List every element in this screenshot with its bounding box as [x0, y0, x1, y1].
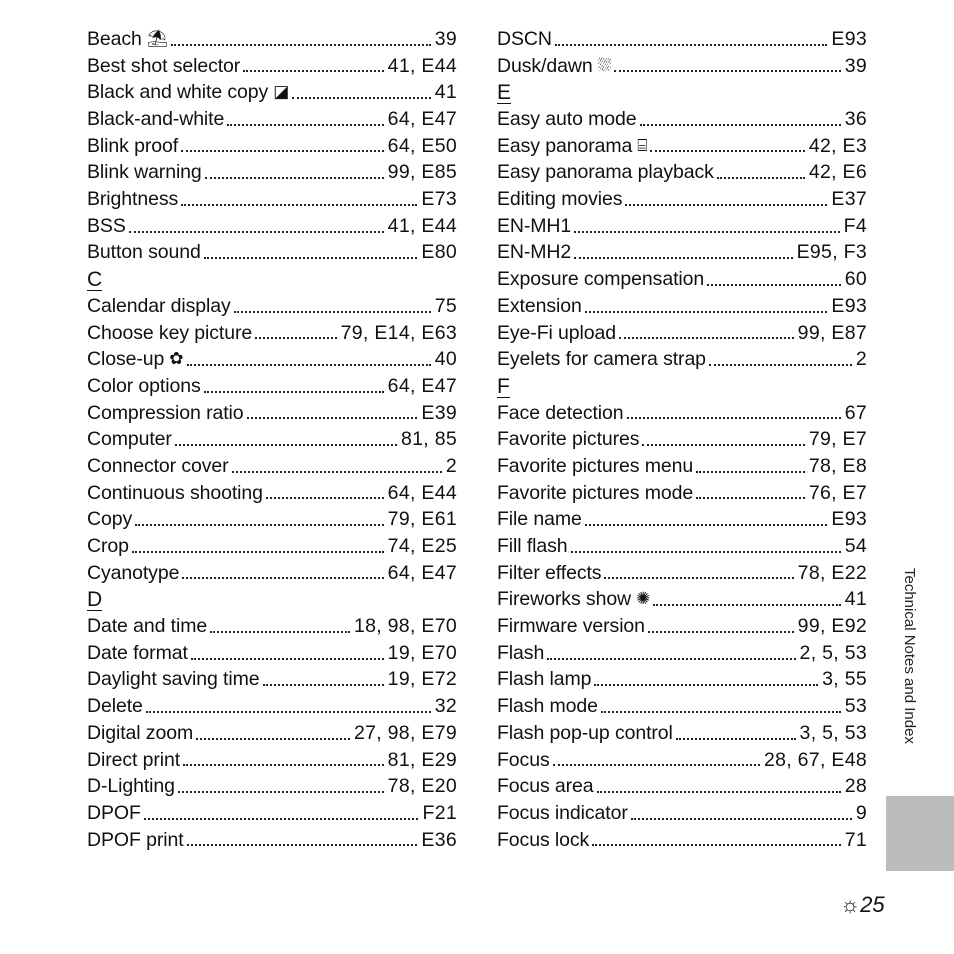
letter-heading: [497, 79, 867, 106]
index-term: DPOF: [87, 801, 141, 824]
index-entry: [87, 320, 457, 347]
page-references: 2: [445, 454, 457, 477]
index-entry: [87, 827, 457, 854]
page-references: 64, E47: [387, 108, 457, 131]
index-entry: [497, 26, 867, 53]
page-references: 60: [844, 268, 867, 291]
page-references: E39: [421, 401, 457, 424]
index-column-left: [87, 26, 457, 853]
dot-leader: [592, 844, 841, 846]
index-term: Computer: [87, 428, 172, 451]
page-references: 41, E44: [387, 54, 457, 77]
page-references: 79, E7: [808, 428, 867, 451]
dot-leader: [614, 70, 841, 72]
sun-icon: ☼: [840, 892, 861, 917]
dot-leader: [585, 311, 828, 313]
index-entry: [87, 106, 457, 133]
index-entry: [497, 640, 867, 667]
dot-leader: [175, 444, 397, 446]
dot-leader: [204, 257, 418, 259]
index-term: Filter effects: [497, 561, 602, 584]
dot-leader: [181, 204, 417, 206]
page-references: 99, E85: [387, 161, 457, 184]
index-entry: [87, 79, 457, 106]
index-term: Best shot selector: [87, 54, 241, 77]
dot-leader: [183, 764, 384, 766]
index-term: Extension: [497, 294, 582, 317]
page-references: 39: [434, 27, 457, 50]
dot-leader: [171, 44, 430, 46]
index-entry: [497, 266, 867, 293]
index-entry: [497, 693, 867, 720]
index-entry: [497, 800, 867, 827]
dot-leader: [234, 311, 431, 313]
dot-leader: [553, 764, 760, 766]
dot-leader: [619, 337, 794, 339]
index-term: EN-MH1: [497, 214, 572, 237]
index-entry: [497, 506, 867, 533]
beach-icon: ⛱: [146, 28, 169, 48]
index-term: EN-MH2: [497, 241, 572, 264]
index-entry: [497, 586, 867, 613]
page-references: 99, E92: [797, 615, 867, 638]
dot-leader: [205, 177, 384, 179]
letter-heading: [87, 266, 457, 293]
dot-leader: [594, 684, 818, 686]
page-references: 78, E20: [387, 775, 457, 798]
dot-leader: [187, 844, 418, 846]
page-references: E80: [421, 241, 457, 264]
bw-copy-icon: ◪: [273, 82, 290, 102]
index-term: Face detection: [497, 401, 624, 424]
index-entry: [497, 133, 867, 160]
page-number: ☼25: [840, 892, 885, 917]
index-term: Black and white copy: [87, 81, 269, 104]
index-entry: [87, 560, 457, 587]
index-entry: [497, 240, 867, 267]
index-term: Connector cover: [87, 454, 229, 477]
index-term: D-Lighting: [87, 775, 175, 798]
page-references: 54: [844, 535, 867, 558]
page-references: 28: [844, 775, 867, 798]
index-entry: [497, 426, 867, 453]
dot-leader: [627, 417, 841, 419]
page-references: E36: [421, 828, 457, 851]
index-term: Black-and-white: [87, 108, 225, 131]
page-references: 78, E8: [808, 454, 867, 477]
index-term: Button sound: [87, 241, 201, 264]
page-references: 27, 98, E79: [353, 721, 457, 744]
index-entry: [87, 346, 457, 373]
index-entry: [497, 533, 867, 560]
page-references: 79, E14, E63: [340, 321, 457, 344]
dot-leader: [210, 631, 350, 633]
letter-heading-text: E: [497, 81, 512, 105]
dot-leader: [571, 551, 841, 553]
dot-leader: [574, 257, 792, 259]
page-references: 76, E7: [808, 481, 867, 504]
index-entry: [497, 613, 867, 640]
index-entry: [87, 693, 457, 720]
dot-leader: [597, 791, 841, 793]
dot-leader: [574, 231, 839, 233]
index-term: Easy panorama playback: [497, 161, 714, 184]
page-references: 40: [434, 348, 457, 371]
index-entry: [497, 213, 867, 240]
index-term: Flash: [497, 641, 545, 664]
index-term: Dusk/dawn: [497, 54, 593, 77]
index-term: Fireworks show: [497, 588, 632, 611]
dot-leader: [717, 177, 805, 179]
index-term: Blink warning: [87, 161, 202, 184]
dot-leader: [247, 417, 418, 419]
index-term: Focus: [497, 748, 550, 771]
page-references: 19, E70: [387, 641, 457, 664]
index-entry: [87, 800, 457, 827]
index-term: Brightness: [87, 188, 179, 211]
index-term: Easy auto mode: [497, 108, 637, 131]
index-entry: [497, 827, 867, 854]
index-entry: [87, 720, 457, 747]
dot-leader: [132, 551, 384, 553]
index-term: Color options: [87, 374, 201, 397]
index-term: Eye-Fi upload: [497, 321, 617, 344]
index-entry: [497, 667, 867, 694]
index-entry: [87, 506, 457, 533]
dot-leader: [640, 124, 841, 126]
index-term: Date format: [87, 641, 188, 664]
index-term: Flash lamp: [497, 668, 592, 691]
page-references: 42, E3: [808, 134, 867, 157]
page-references: 32: [434, 695, 457, 718]
dot-leader: [191, 658, 384, 660]
dot-leader: [653, 604, 840, 606]
page-references: 36: [844, 108, 867, 131]
dot-leader: [266, 497, 384, 499]
index-entry: [497, 453, 867, 480]
index-term: Daylight saving time: [87, 668, 260, 691]
dot-leader: [196, 738, 350, 740]
index-entry: [87, 640, 457, 667]
index-term: Favorite pictures menu: [497, 454, 694, 477]
dot-leader: [585, 524, 828, 526]
index-term: Direct print: [87, 748, 181, 771]
index-term: BSS: [87, 214, 126, 237]
dot-leader: [648, 631, 794, 633]
index-term: Choose key picture: [87, 321, 253, 344]
page-references: 28, 67, E48: [763, 748, 867, 771]
index-term: Favorite pictures mode: [497, 481, 694, 504]
dot-leader: [187, 364, 431, 366]
letter-heading-text: C: [87, 268, 103, 292]
index-entry: [497, 186, 867, 213]
index-entry: [87, 133, 457, 160]
index-entry: [87, 213, 457, 240]
page-references: 9: [855, 801, 867, 824]
page-references: 42, E6: [808, 161, 867, 184]
page-references: 81, 85: [400, 428, 457, 451]
page-references: 3, 5, 53: [799, 721, 867, 744]
index-term: Focus area: [497, 775, 594, 798]
page-references: 99, E87: [797, 321, 867, 344]
panorama-icon: ⌸: [637, 135, 648, 155]
index-term: Firmware version: [497, 615, 645, 638]
dusk-dawn-icon: ⛆: [597, 55, 612, 75]
index-entry: [87, 159, 457, 186]
page-references: 81, E29: [387, 748, 457, 771]
dot-leader: [696, 497, 805, 499]
dot-leader: [650, 150, 804, 152]
page-references: 3, 55: [822, 668, 867, 691]
index-entry: [87, 373, 457, 400]
index-term: Compression ratio: [87, 401, 244, 424]
close-up-icon: ✿: [169, 349, 184, 369]
index-term: Flash pop-up control: [497, 721, 673, 744]
index-term: Close-up: [87, 348, 165, 371]
index-entry: [497, 293, 867, 320]
dot-leader: [146, 711, 431, 713]
dot-leader: [144, 818, 419, 820]
page-references: 78, E22: [797, 561, 867, 584]
index-entry: [87, 240, 457, 267]
dot-leader: [625, 204, 827, 206]
index-entry: [497, 106, 867, 133]
index-entry: [87, 53, 457, 80]
index-entry: [497, 773, 867, 800]
letter-heading-text: F: [497, 374, 510, 398]
dot-leader: [696, 471, 805, 473]
dot-leader: [181, 150, 384, 152]
page-references: 64, E47: [387, 561, 457, 584]
dot-leader: [707, 284, 841, 286]
index-term: Date and time: [87, 615, 208, 638]
index-term: Digital zoom: [87, 721, 194, 744]
dot-leader: [642, 444, 804, 446]
page-references: 2, 5, 53: [799, 641, 867, 664]
index-term: Copy: [87, 508, 133, 531]
page-references: 41: [844, 588, 867, 611]
index-entry: [497, 346, 867, 373]
index-term: Flash mode: [497, 695, 598, 718]
page-references: E73: [421, 188, 457, 211]
letter-heading: [497, 373, 867, 400]
page-references: F4: [843, 214, 867, 237]
index-entry: [87, 186, 457, 213]
index-entry: [87, 773, 457, 800]
index-term: Crop: [87, 535, 129, 558]
page-references: 19, E72: [387, 668, 457, 691]
index-entry: [497, 720, 867, 747]
dot-leader: [227, 124, 383, 126]
index-term: Cyanotype: [87, 561, 180, 584]
dot-leader: [601, 711, 841, 713]
page-references: 74, E25: [387, 535, 457, 558]
page-references: E95, F3: [796, 241, 867, 264]
index-term: Focus lock: [497, 828, 590, 851]
page-references: 75: [434, 294, 457, 317]
index-term: File name: [497, 508, 582, 531]
index-term: Easy panorama: [497, 134, 633, 157]
index-entry: [87, 747, 457, 774]
dot-leader: [292, 97, 430, 99]
index-entry: [497, 53, 867, 80]
index-entry: [87, 667, 457, 694]
index-entry: [87, 480, 457, 507]
index-term: Eyelets for camera strap: [497, 348, 706, 371]
page-references: 41: [434, 81, 457, 104]
index-term: Fill flash: [497, 535, 568, 558]
dot-leader: [129, 231, 384, 233]
index-term: Beach: [87, 27, 142, 50]
page-references: 39: [844, 54, 867, 77]
page-references: 79, E61: [387, 508, 457, 531]
index-term: Editing movies: [497, 188, 623, 211]
index-entry: [87, 400, 457, 427]
letter-heading-text: D: [87, 588, 103, 612]
page-references: 2: [855, 348, 867, 371]
page-references: 67: [844, 401, 867, 424]
index-entry: [87, 453, 457, 480]
dot-leader: [204, 391, 384, 393]
index-entry: [497, 159, 867, 186]
index-term: DPOF print: [87, 828, 184, 851]
dot-leader: [676, 738, 796, 740]
dot-leader: [243, 70, 383, 72]
page-references: 64, E44: [387, 481, 457, 504]
fireworks-icon: ✺: [636, 589, 651, 609]
page-references: 64, E50: [387, 134, 457, 157]
page-references: E93: [831, 27, 867, 50]
section-title: Technical Notes and Index: [901, 568, 918, 744]
index-term: DSCN: [497, 27, 552, 50]
index-entry: [497, 320, 867, 347]
dot-leader: [182, 577, 383, 579]
index-entry: [87, 613, 457, 640]
index-entry: [497, 560, 867, 587]
dot-leader: [604, 577, 793, 579]
index-term: Blink proof: [87, 134, 179, 157]
letter-heading: [87, 586, 457, 613]
index-term: Favorite pictures: [497, 428, 640, 451]
dot-leader: [263, 684, 384, 686]
dot-leader: [709, 364, 852, 366]
dot-leader: [232, 471, 442, 473]
page-references: F21: [422, 801, 457, 824]
index-entry: [87, 426, 457, 453]
dot-leader: [547, 658, 795, 660]
index-term: Focus indicator: [497, 801, 628, 824]
index-entry: [497, 480, 867, 507]
section-tab: [886, 796, 954, 871]
index-column-right: [497, 26, 867, 853]
index-entry: [87, 293, 457, 320]
page-references: 53: [844, 695, 867, 718]
index-entry: [497, 747, 867, 774]
index-term: Calendar display: [87, 294, 231, 317]
dot-leader: [135, 524, 384, 526]
page-references: 64, E47: [387, 374, 457, 397]
dot-leader: [631, 818, 852, 820]
index-term: Delete: [87, 695, 143, 718]
index-entry: [497, 400, 867, 427]
dot-leader: [178, 791, 384, 793]
page-references: E37: [831, 188, 867, 211]
dot-leader: [255, 337, 337, 339]
index-entry: [87, 533, 457, 560]
index-term: Continuous shooting: [87, 481, 263, 504]
page-references: E93: [831, 294, 867, 317]
page-references: E93: [831, 508, 867, 531]
page-references: 71: [844, 828, 867, 851]
index-term: Exposure compensation: [497, 268, 705, 291]
dot-leader: [555, 44, 828, 46]
page-references: 18, 98, E70: [353, 615, 457, 638]
index-entry: [87, 26, 457, 53]
page-references: 41, E44: [387, 214, 457, 237]
